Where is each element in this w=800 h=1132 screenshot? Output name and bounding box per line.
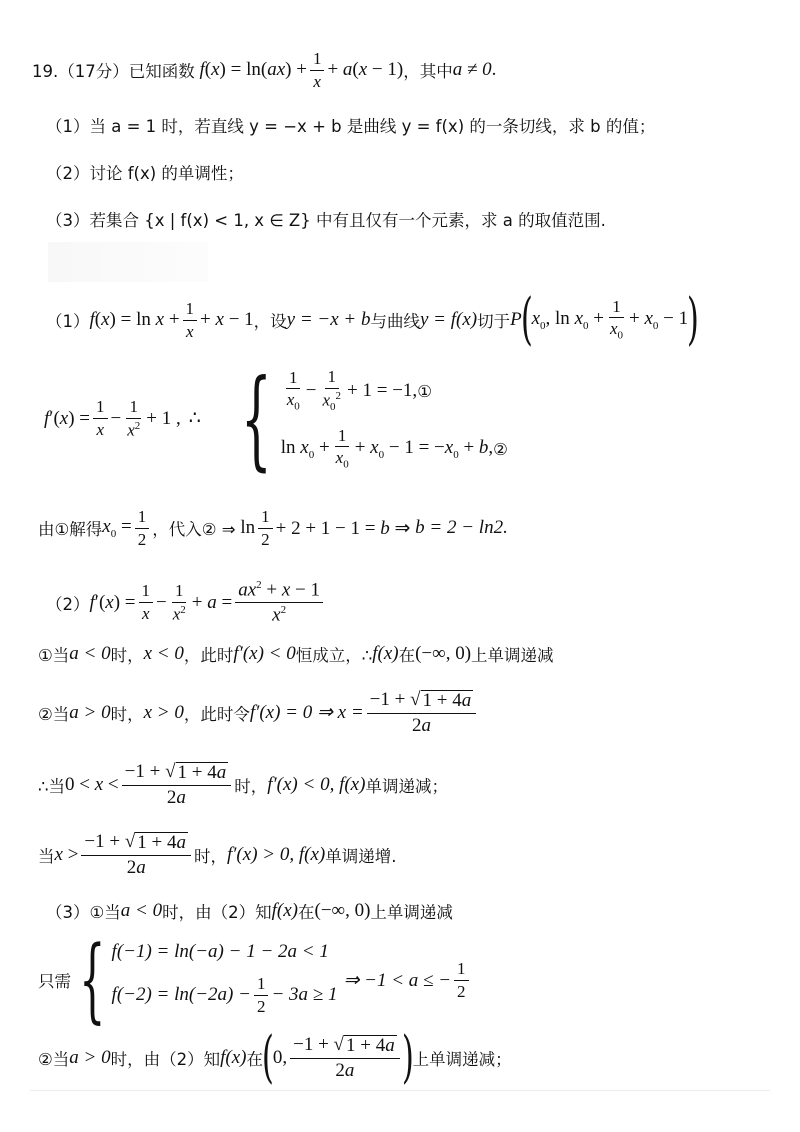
problem-header-line: 19.（17分）已知函数 f(x) = ln(ax) + $\frac{1}{x}$ + a(x − 1) ，其中 a ≠ 0 . <box>32 49 497 91</box>
answer-b: b = 2 − ln2. <box>415 517 508 539</box>
scan-smudge <box>48 242 208 282</box>
solution-1-result: 由①解得 $x_0$ = $\frac{1}{2}$ ，代入② ⇒ ln $\frac{1}{2}$ + 2 + 1 − 1 = b ⇒ b = 2 − ln2. <box>38 507 508 549</box>
solution-3-system: 只需 { f(−1) = ln(−a) − 1 − 2a < 1 f(−2) = ln(−2a) − $\frac{1}{2}$ − 3a ≥ 1 ⇒ −1 < a ≤ − $\frac{1}{2}$ <box>38 934 472 1026</box>
system-row-1: f(−1) = ln(−a) − 1 − 2a < 1 <box>111 941 329 962</box>
solution-3-case-2: ②当 a > 0 时，由（2）知 f(x) 在 ( 0, −1 + √ 1 + 4a 2a ) 上单调递减； <box>38 1025 512 1090</box>
question-3: （3）若集合 {x | f(x) < 1, x ∈ Z} 中有且仅有一个元素，求 a 的取值范围. <box>46 211 606 230</box>
derivative-line: f′(x) = $\frac{1}{x}$ − $\frac{1}{x^2}$ + 1 , ∴ <box>44 397 201 440</box>
question-2: （2）讨论 f(x) 的单调性； <box>46 164 244 183</box>
tangent-point: P <box>510 309 522 330</box>
system-eq-2: $\ln x_0$ + $\frac{1}{x_0}$ + $x_0 - 1 = -x_0 + b$, ② <box>280 425 508 471</box>
system-row-2: f(−2) = ln(−2a) − $\frac{1}{2}$ − 3a ≥ 1 <box>111 973 338 1016</box>
problem-function: f(x) = ln(ax) + <box>194 59 307 81</box>
problem-condition: a ≠ 0 <box>452 59 492 81</box>
solution-2-derivative: （2） f′(x) = $\frac{1}{x}$ − $\frac{1}{x^2}$ + a = $\frac{ax^2 + x - 1}{x^2}$ <box>46 580 326 626</box>
solution-1-line: （1） f(x) = ln x + $\frac{1}{x}$ + x − 1 ，设 y = −x + b 与曲线 y = f(x) 切于 P ( $x_0$, $\ln x_0$ + $\frac{1}{x_0}$ + $x_0 - 1$ ) <box>46 287 700 352</box>
solution-2-increasing: 当 x > −1 + √ 1 + 4a 2a 时， f′(x) > 0, f(x) 单调递增. <box>38 831 397 878</box>
tangent-system <box>222 357 508 482</box>
cond-prefix: ，其中 <box>403 62 453 82</box>
solution-2-case-1: ①当 a < 0 时， x < 0 ，此时 f′(x) < 0 恒成立，∴ f(x) 在 (−∞, 0) 上单调递减 <box>38 643 554 665</box>
tangent-line-eq: y = −x + b <box>286 309 371 330</box>
question-1: （1）当 a = 1 时，若直线 y = −x + b 是曲线 y = f(x) 的一条切线，求 b 的值； <box>46 117 656 136</box>
problem-header: 19.（17分）已知函数 <box>32 62 195 82</box>
solution-3-case-1: （3） ①当 a < 0 时，由（2）知 f(x) 在 (−∞, 0) 上单调递减 <box>46 900 453 922</box>
page-bottom-rule <box>30 1090 770 1091</box>
system-brace: { <box>240 357 272 482</box>
solution-2-case-2: ②当 a > 0 时， x > 0 ，此时令 f′(x) = 0 ⇒ x = −1 + √ 1 + 4a 2a <box>38 690 479 736</box>
system-eq-1: $\frac{1}{x_0}$ − $\frac{1}{x_0^2}$ + 1 = −1, ① <box>286 367 432 414</box>
frac-1-over-x: $\frac{1}{x}$ <box>310 50 325 91</box>
critical-point: −1 + √ 1 + 4a 2a <box>367 690 477 736</box>
solution-2-decreasing: ∴当 0 < x < −1 + √ 1 + 4a 2a 时， f′(x) < 0, f(x) 单调递减； <box>38 761 448 808</box>
